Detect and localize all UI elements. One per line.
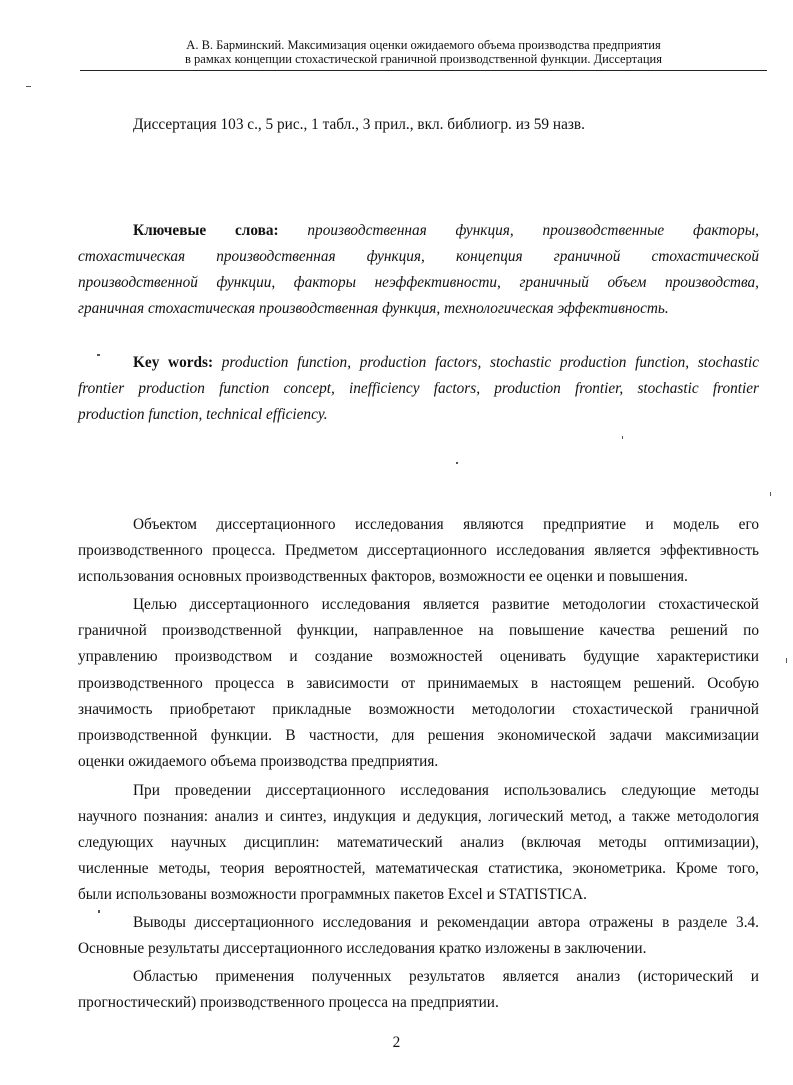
keywords-en-line-1 bbox=[133, 354, 759, 372]
paragraph-goal-line-2: граничной производственной функции, направленное на повышение качества решений по bbox=[78, 622, 759, 639]
paragraph-goal-line-4: производственного процесса в зависимости от принимаемых в настоящем решений. Особую bbox=[78, 675, 759, 692]
paragraph-methods-line-5: были использованы возможности программных пакетов Excel и STATISTICA. bbox=[78, 886, 588, 903]
scan-speck bbox=[770, 492, 771, 496]
paragraph-methods-line-2: научного познания: анализ и синтез, индукция и дедукция, логический метод, а также методология bbox=[78, 808, 759, 825]
paragraph-goal-line-5: значимость приобретают прикладные возможности методологии стохастической граничной bbox=[78, 701, 759, 718]
header-line-1: А. В. Барминский. Максимизация оценки ожидаемого объема производства предприятия bbox=[186, 38, 661, 52]
keywords-en-line-3: production function, technical efficiency. bbox=[78, 406, 328, 423]
paragraph-goal-line-1: Целью диссертационного исследования является развитие методологии стохастической bbox=[133, 596, 759, 613]
keywords-ru-line-4: граничная стохастическая производственная функция, технологическая эффективность. bbox=[78, 300, 669, 317]
scan-speck bbox=[456, 462, 458, 464]
paragraph-object-line-1: Объектом диссертационного исследования являются предприятие и модель его bbox=[133, 516, 759, 533]
paragraph-application-line-1: Областью применения полученных результатов является анализ (исторический и bbox=[133, 968, 759, 985]
keywords-en-line-2: frontier production function concept, inefficiency factors, production frontier, stochastic frontier bbox=[78, 380, 759, 397]
paragraph-conclusions-line-2: Основные результаты диссертационного исследования кратко изложены в заключении. bbox=[78, 940, 647, 957]
scan-speck bbox=[786, 658, 787, 663]
summary-line: Диссертация 103 с., 5 рис., 1 табл., 3 прил., вкл. библиогр. из 59 назв. bbox=[133, 116, 585, 133]
page-number: 2 bbox=[392, 1034, 401, 1051]
paragraph-object-line-3: использования основных производственных факторов, возможности ее оценки и повышения. bbox=[78, 568, 688, 585]
header-rule bbox=[80, 70, 767, 71]
keywords-ru-line-2: стохастическая производственная функция, концепция граничной стохастической bbox=[78, 248, 759, 265]
scan-speck bbox=[98, 910, 100, 913]
keywords-en-text: production function, production factors, stochastic production function, stochastic bbox=[221, 354, 760, 371]
paragraph-methods-line-3: следующих научных дисциплин: математический анализ (включая методы оптимизации), bbox=[78, 834, 759, 851]
scan-speck bbox=[26, 86, 31, 87]
paragraph-application-line-2: прогностический) производственного процесса на предприятии. bbox=[78, 994, 499, 1011]
header-line-2: в рамках концепции стохастической граничной производственной функции. Диссертация bbox=[185, 52, 662, 66]
paragraph-goal-line-6: производственной функции. В частности, для решения экономической задачи максимизации bbox=[78, 727, 759, 744]
paragraph-object-line-2: производственного процесса. Предметом диссертационного исследования является эффективность bbox=[78, 542, 759, 559]
keywords-ru-line-3: производственной функции, факторы неэффективности, граничный объем производства, bbox=[78, 274, 759, 291]
paragraph-goal-line-3: управлению производством и создание возможностей оценивать будущие характеристики bbox=[78, 648, 759, 665]
running-header bbox=[80, 38, 767, 66]
keywords-ru-label: Ключевые слова: bbox=[133, 222, 279, 239]
paragraph-methods-line-4: численные методы, теория вероятностей, математическая статистика, эконометрика. Кроме того, bbox=[78, 860, 759, 877]
keywords-ru-line-1 bbox=[133, 222, 759, 240]
keywords-ru-text: производственная функция, производственные факторы, bbox=[307, 222, 759, 239]
scan-speck bbox=[97, 354, 100, 356]
paragraph-conclusions-line-1: Выводы диссертационного исследования и рекомендации автора отражены в разделе 3.4. bbox=[133, 914, 759, 931]
paragraph-methods-line-1: При проведении диссертационного исследования использовались следующие методы bbox=[133, 782, 759, 799]
keywords-en-label: Key words: bbox=[133, 354, 214, 371]
paragraph-goal-line-7: оценки ожидаемого объема производства предприятия. bbox=[78, 753, 439, 770]
scan-speck bbox=[622, 436, 623, 439]
